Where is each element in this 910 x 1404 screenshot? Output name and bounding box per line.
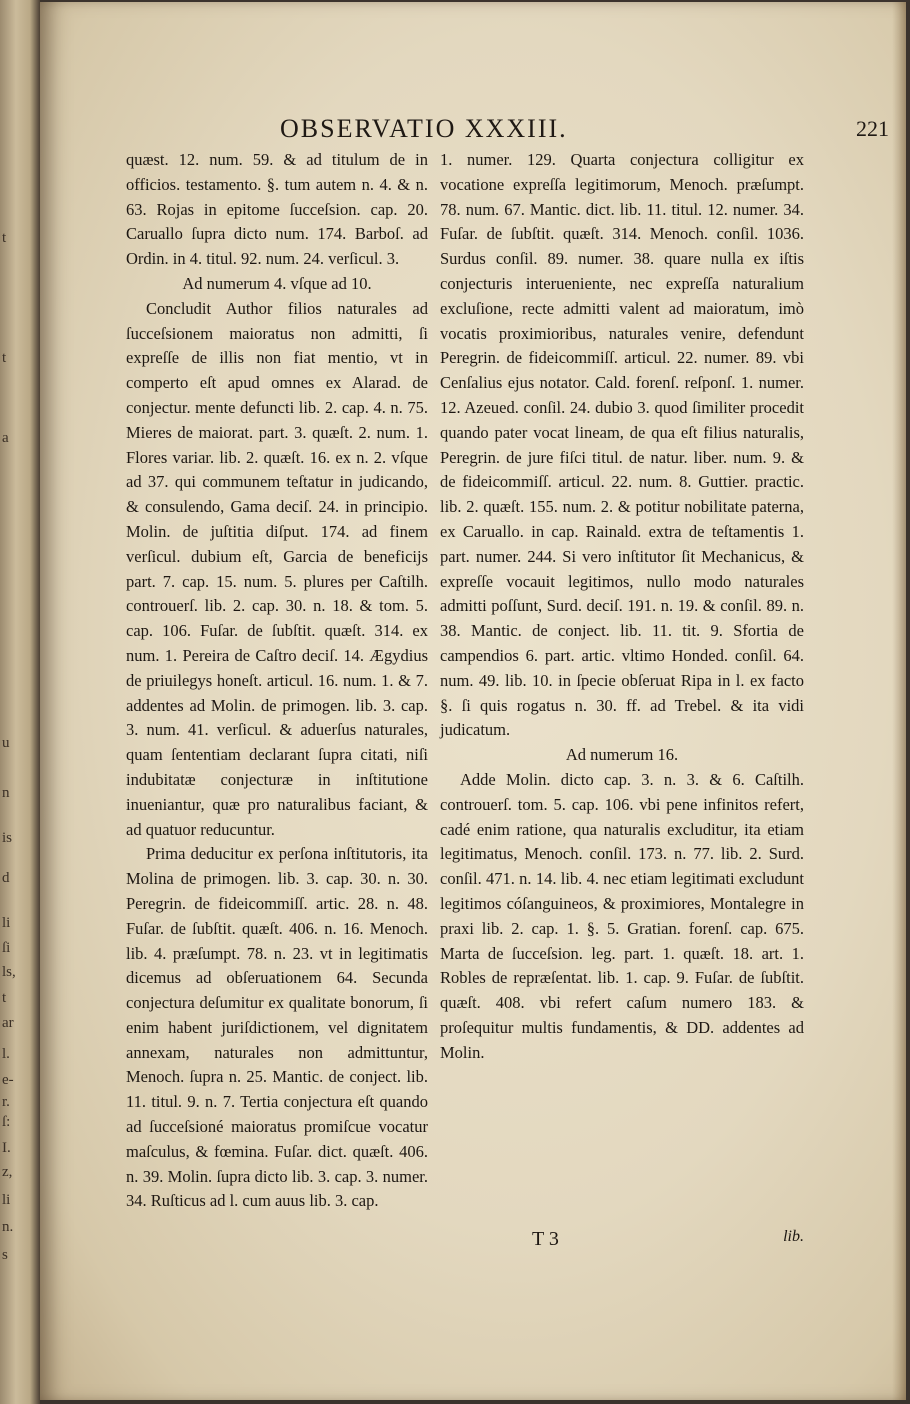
margin-fragment: t	[2, 230, 7, 246]
signature-mark: T 3	[532, 1228, 559, 1250]
margin-fragment: t	[2, 350, 7, 366]
left-column	[126, 148, 428, 1214]
margin-fragment: n	[2, 785, 10, 801]
page-header	[280, 114, 889, 150]
section-heading: Ad numerum 4. vſque ad 10.	[182, 273, 372, 293]
margin-fragment: I.	[2, 1140, 11, 1156]
catchword: lib.	[783, 1228, 804, 1245]
margin-fragment: l.	[2, 1046, 10, 1062]
paragraph: quæst. 12. num. 59. & ad titulum de in officios. testamento. §. tum autem n. 4. & n. 63. Rojas in epitome ſucceſsion. cap. 20. Caruallo ſupra dicto num. 174. Barboſ. ad Ordin. in 4. titul. 92. num. 24. verſicul. 3.	[126, 150, 428, 269]
paragraph: Adde Molin. dicto cap. 3. n. 3. & 6. Caſtilh. controuerſ. tom. 5. cap. 106. vbi pene infinitos refert, cadé enim ratione, qua naturalis excluditur, ita etiam legitimatus, Menoch. conſil. 173. n. 77. lib. 2. Surd. conſil. 471. n. 14. lib. 4. nec etiam legitimati excludunt legitimos cóſanguineos, & proximiores, Montalegre in praxi lib. 2. cap. 1. §. 5. Gratian. forenſ. cap. 675. Marta de ſucceſsion. leg. part. 1. quæſt. 18. art. 1. Robles de repræſentat. lib. 1. cap. 9. Fuſar. de ſubſtit. quæſt. 408. vbi refert caſum numero 183. & proſequitur multis fundamentis, & DD. addentes ad Molin.	[440, 769, 804, 1062]
margin-fragment: n.	[2, 1219, 14, 1235]
margin-fragment: z,	[2, 1164, 13, 1180]
margin-fragment: is	[2, 830, 13, 846]
right-column	[440, 148, 804, 1065]
page-number: 221	[856, 116, 889, 141]
margin-fragment: ſi	[2, 940, 11, 956]
margin-fragment: u	[2, 735, 10, 751]
paragraph: Prima deducitur ex perſona inſtitutoris, ita Molina de primogen. lib. 3. cap. 30. n. 30. Peregrin. de fideicommiſſ. artic. 28. n. 48. Fuſar. de ſubſtit. quæſt. 406. n. 16. Menoch. lib. 4. præſumpt. 78. n. 23. vt in legitimatis dicemus ad obſeruationem 64. Secunda conjectura deſumitur ex qualitate bonorum, ſi enim habent juriſdictionem, vel dignitatem annexam, naturales non admittuntur, Menoch. ſupra n. 25. Mantic. de conject. lib. 11. titul. 9. n. 7. Tertia conjectura eſt quando ad ſucceſsioné maioratus promiſcue vocatur maſculus, & fœmina. Fuſar. dict. quæſt. 406. n. 39. Molin. ſupra dicto lib. 3. cap. 3. numer. 34. Ruſticus ad l. cum auus lib. 3. cap.	[126, 844, 428, 1211]
section-heading: Ad numerum 16.	[565, 745, 679, 765]
running-head: OBSERVATIO XXXIII.	[280, 114, 568, 143]
paragraph: 1. numer. 129. Quarta conjectura colligitur ex vocatione expreſſa legitimorum, Menoch. præſumpt. 78. num. 67. Mantic. dict. lib. 11. titul. 12. numer. 34. Fuſar. de ſubſtit. quæſt. 314. Menoch. conſil. 1036. Surdus conſil. 89. numer. 38. quare nulla ex iſtis conjecturis interueniente, nec expreſſa naturalium excluſione, recte admitti valent ad maioratum, imò vocatis proximioribus, naturales venire, defendunt Peregrin. de fideicommiſſ. articul. 22. numer. 89. vbi Cenſalius ejus notator. Cald. forenſ. reſponſ. 1. numer. 12. Azeued. conſil. 24. dubio 3. quod ſimiliter procedit quando pater vocat lineam, de qua eſt filius naturalis, Peregrin. de jure fiſci titul. de natur. liber. num. 9. & de fideicommiſſ. articul. 22. num. 8. Guttier. practic. lib. 2. quæſt. 155. num. 2. & potitur nobilitate paterna, ex Caruallo. in cap. Rainald. extra de teſtamentis 1. part. numer. 244. Si vero inſtitutor ſit Mechanicus, & expreſſe vocauit legitimos, nullo modo naturales admitti poſſunt, Surd. deciſ. 191. n. 19. & conſil. 89. n. 38. Mantic. de conject. lib. 11. tit. 9. Sfortia de campendios 6. part. artic. vltimo Honded. conſil. 64. num. 49. lib. 10. in ſpecie obſeruat Ripa in l. ex facto §. ſi quis rogatus n. 30. ff. ad Trebel. & ita vidi judicatum.	[440, 150, 804, 740]
margin-fragment: r.	[2, 1094, 10, 1110]
margin-fragment: d	[2, 870, 10, 886]
right-page	[40, 2, 906, 1400]
margin-fragment: a	[2, 430, 9, 446]
margin-fragment: li	[2, 1192, 11, 1208]
page-edge-stain	[892, 2, 906, 1400]
margin-fragment: s	[2, 1247, 8, 1263]
margin-fragment: li	[2, 915, 11, 931]
margin-fragment: ſ:	[2, 1114, 11, 1130]
page-footer	[440, 1228, 804, 1256]
margin-fragment: t	[2, 990, 7, 1006]
margin-fragment: ar	[2, 1015, 14, 1031]
margin-fragment: e-	[2, 1072, 14, 1088]
left-page-edge	[0, 0, 40, 1404]
margin-fragment: ls,	[2, 964, 16, 980]
paragraph: Concludit Author filios naturales ad ſucceſsionem maioratus non admitti, ſi expreſſe de illis non fiat mentio, vt in comperto eſt apud omnes ex Alarad. de conjectur. mente defuncti lib. 2. cap. 4. n. 75. Mieres de maiorat. part. 3. quæſt. 2. num. 1. Flores variar. lib. 2. quæſt. 16. ex n. 2. vſque ad 37. qui communem teſtatur in judicando, & consulendo, Gama deciſ. 24. in principio. Molin. de juſtitia diſput. 174. ad finem verſicul. dubium eſt, Garcia de beneficijs part. 7. cap. 15. num. 5. plures per Caſtilh. controuerſ. lib. 2. cap. 30. n. 18. & tom. 5. cap. 106. Fuſar. de ſubſtit. quæſt. 314. ex num. 1. Pereira de Caſtro deciſ. 14. Ægydius de priuilegys honeſt. articul. 16. num. 1. & 7. addentes ad Molin. de primogen. lib. 3. cap. 3. num. 41. verſicul. & aduerſus naturales, quam ſententiam declarant ſupra citati, niſi indubitatæ conjecturæ in inſtitutione inueniantur, quæ pro naturalibus faciant, & ad quatuor reducuntur.	[126, 298, 428, 839]
